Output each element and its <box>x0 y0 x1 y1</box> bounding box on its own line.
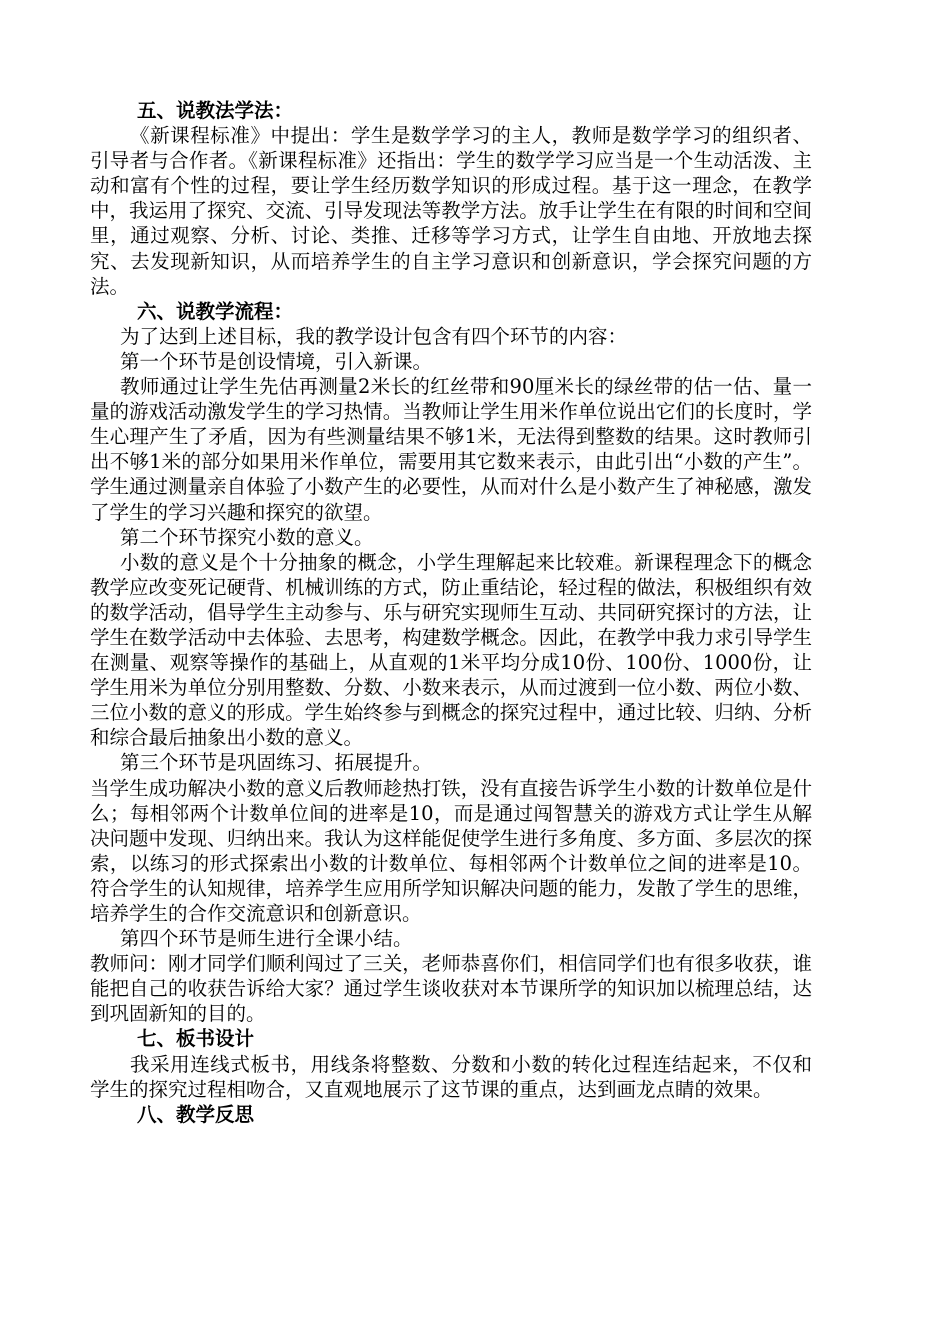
paragraph-step-four-title: 第四个环节是师生进行全课小结。 <box>120 927 413 951</box>
section-heading-teaching-process: 六、说教学流程： <box>137 299 294 323</box>
paragraph-step-two-title: 第二个环节探究小数的意义。 <box>120 525 374 549</box>
paragraph-board-design: 我采用连线式板书，用线条将整数、分数和小数的转化过程连结起来，不仅和学生的探究过程相吻合，又直观地展示了这节课的重点，达到画龙点睛的效果。 <box>90 1052 812 1101</box>
paragraph-step-three-title: 第三个环节是巩固练习、拓展提升。 <box>120 751 433 775</box>
document-page <box>90 98 812 1127</box>
paragraph-step-four-body: 教师问：刚才同学们顺利闯过了三关，老师恭喜你们，相信同学们也有很多收获，谁能把自己的收获告诉给大家？通过学生谈收获对本节课所学的知识加以梳理总结，达到巩固新知的目的。 <box>90 952 812 1026</box>
paragraph-step-one-body: 教师通过让学生先估再测量2米长的红丝带和90厘米长的绿丝带的估一估、量一量的游戏活动激发学生的学习热情。当教师让学生用米作单位说出它们的长度时，学生心理产生了矛盾，因为有些测量结果不够1米，无法得到整数的结果。这时教师引出不够1米的部分如果用米作单位，需要用其它数来表示，由此引出“小数的产生”。学生通过测量亲自体验了小数产生的必要性，从而对什么是小数产生了神秘感，激发了学生的学习兴趣和探究的欲望。 <box>90 375 812 524</box>
section-heading-board-design: 七、板书设计 <box>137 1027 255 1051</box>
paragraph-step-one-title: 第一个环节是创设情境，引入新课。 <box>120 349 433 373</box>
section-heading-teaching-methods: 五、说教法学法： <box>137 99 294 122</box>
paragraph-step-two-body: 小数的意义是个十分抽象的概念，小学生理解起来比较难。新课程理念下的概念教学应改变死记硬背、机械训练的方式，防止重结论，轻过程的做法，积极组织有效的数学活动，倡导学生主动参与、乐与研究实现师生互动、共同研究探讨的方法，让学生在数学活动中去体验、去思考，构建数学概念。因此，在教学中我力求引导学生在测量、观察等操作的基础上，从直观的1米平均分成10份、100份、1000份，让学生用米为单位分别用整数、分数、小数来表示，从而过渡到一位小数、两位小数、三位小数的意义的形成。学生始终参与到概念的探究过程中，通过比较、归纳、分析和综合最后抽象出小数的意义。 <box>90 550 812 750</box>
paragraph-teaching-methods: 《新课程标准》中提出：学生是数学学习的主人，教师是数学学习的组织者、引导者与合作者。《新课程标准》还指出：学生的数学学习应当是一个生动活泼、主动和富有个性的过程，要让学生经历数学知识的形成过程。基于这一理念，在教学中，我运用了探究、交流、引导发现法等教学方法。放手让学生在有限的时间和空间里，通过观察、分析、讨论、类推、迁移等学习方式，让学生自由地、开放地去探究、去发现新知识，从而培养学生的自主学习意识和创新意识，学会探究问题的方法。 <box>90 124 812 298</box>
paragraph-process-intro: 为了达到上述目标，我的教学设计包含有四个环节的内容： <box>120 324 628 348</box>
section-heading-teaching-reflection: 八、教学反思 <box>137 1102 255 1126</box>
paragraph-step-three-body: 当学生成功解决小数的意义后教师趁热打铁，没有直接告诉学生小数的计数单位是什么；每相邻两个计数单位间的进率是10，而是通过闯智慧关的游戏方式让学生从解决问题中发现、归纳出来。我认为这样能促使学生进行多角度、多方面、多层次的探索，以练习的形式探索出小数的计数单位、每相邻两个计数单位之间的进率是10。符合学生的认知规律，培养学生应用所学知识解决问题的能力，发散了学生的思维，培养学生的合作交流意识和创新意识。 <box>90 776 812 925</box>
